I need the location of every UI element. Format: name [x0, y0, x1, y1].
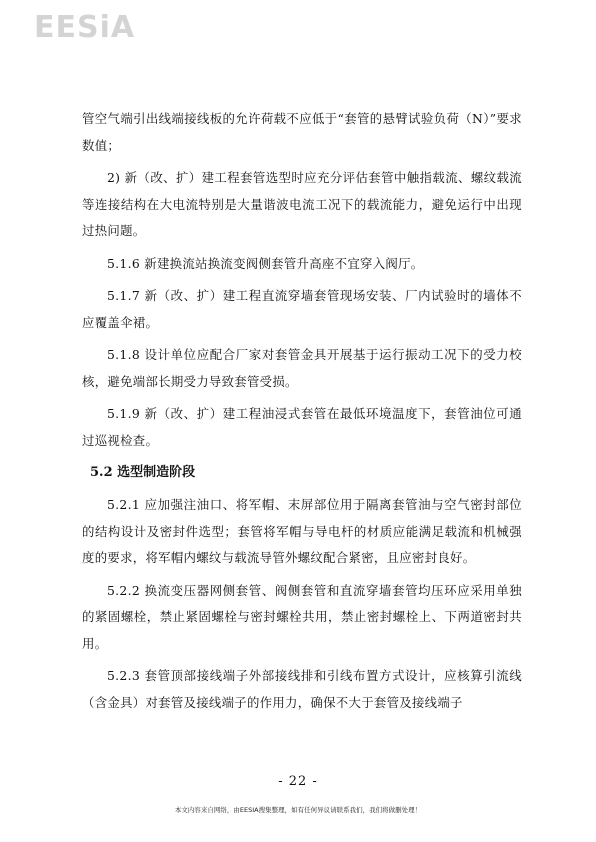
page-number: - 22 - [278, 774, 318, 789]
clause-5-1-9: 5.1.9 新（改、扩）建工程油浸式套管在最低环境温度下，套管油位可通过巡视检查。 [82, 406, 522, 448]
paragraph: 2) 新（改、扩）建工程套管选型时应充分评估套管中触指载流、螺纹载流等连接结构在大电流特别是大量谐波电流工况下的载流能力，避免运行中出现过热问题。 [82, 170, 522, 238]
section-heading: 5.2 选型制造阶段 [90, 465, 196, 480]
clause-5-2-2: 5.2.2 换流变压器网侧套管、阀侧套管和直流穿墙套管均压环应采用单独的紧固螺栓，禁止紧固螺栓与密封螺栓共用，禁止密封螺栓上、下两道密封共用。 [82, 582, 522, 651]
clause-5-2-1: 5.2.1 应加强注油口、将军帽、末屏部位用于隔离套管油与空气密封部位的结构设计及密封件选型；套管将军帽与导电杆的材质应能满足载流和机械强度的要求，将军帽内螺纹与载流导管外螺纹配合紧密，且应密封良好。 [82, 497, 522, 565]
clause-5-1-6: 5.1.6 新建换流站换流变阀侧套管升高座不宜穿入阀厅。 [107, 255, 424, 271]
clause-5-1-7: 5.1.7 新（改、扩）建工程直流穿墙套管现场安装、厂内试验时的墙体不应覆盖伞裙。 [82, 288, 522, 330]
paragraph: 管空气端引出线端接线板的允许荷载不应低于“套管的悬臂试验负荷（N）”要求数值； [82, 111, 522, 153]
clause-5-1-8: 5.1.8 设计单位应配合厂家对套管金具开展基于运行振动工况下的受力校核，避免端部长期受力导致套管受损。 [82, 347, 522, 389]
document-body [82, 106, 522, 722]
footer-disclaimer: 本文内容来自网络，由EESIA搜集整理，如有任何异议请联系我们，我们将做删处理！ [174, 806, 422, 814]
eesia-logo: EESiA [34, 10, 136, 45]
clause-5-2-3: 5.2.3 套管顶部接线端子外部接线排和引线布置方式设计，应核算引流线（含金具）对套管及接线端子的作用力，确保不大于套管及接线端子 [82, 668, 522, 710]
